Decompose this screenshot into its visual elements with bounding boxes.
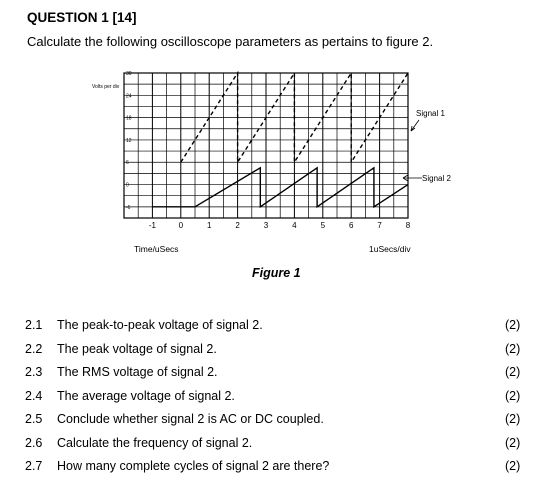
y-tick-label: 18 (126, 115, 132, 122)
question-text: How many complete cycles of signal 2 are there? (57, 459, 330, 473)
signal-1-label: Signal 1 (416, 109, 445, 118)
y-axis-label: Volts per div (92, 84, 120, 90)
x-axis-label: Time/uSecs (134, 244, 179, 254)
x-tick-label: -1 (148, 221, 156, 230)
y-tick-label: 0 (126, 182, 129, 189)
question-number: 2.2 (25, 341, 43, 356)
question-marks: (2) (505, 435, 521, 450)
question-text: The peak voltage of signal 2. (57, 341, 217, 356)
y-tick-label: 12 (126, 137, 132, 144)
y-tick-label: 24 (126, 93, 132, 100)
signal-2-label: Signal 2 (422, 174, 451, 183)
question-text: Conclude whether signal 2 is AC or DC coupled. (57, 412, 324, 426)
question-item (0, 318, 548, 342)
x-tick-label: 4 (292, 221, 297, 230)
question-marks: (2) (505, 459, 521, 473)
signal-1-pointer (411, 120, 419, 131)
question-number: 2.4 (25, 388, 43, 403)
x-tick-label: 0 (178, 221, 184, 230)
x-tick-label: 6 (348, 221, 354, 230)
question-number: 2.5 (25, 412, 43, 426)
question-text: Calculate the frequency of signal 2. (57, 435, 253, 450)
question-item (0, 365, 548, 389)
x-scale-note: 1uSecs/div (369, 244, 411, 254)
scope-grid (124, 73, 408, 218)
question-item (0, 436, 548, 460)
question-marks: (2) (505, 318, 521, 332)
x-tick-label: 1 (206, 221, 212, 230)
y-tick-labels (126, 71, 132, 211)
x-tick-label: 2 (235, 221, 240, 230)
signal-annotations (403, 109, 451, 183)
question-text: The average voltage of signal 2. (57, 388, 235, 403)
question-number: 2.6 (25, 435, 43, 450)
question-text: The peak-to-peak voltage of signal 2. (57, 318, 263, 332)
question-heading: QUESTION 1 [14] (27, 10, 137, 25)
question-item (0, 459, 548, 483)
question-instruction: Calculate the following oscilloscope parameters as pertains to figure 2. (27, 34, 434, 49)
x-tick-label: 3 (263, 221, 269, 230)
y-tick-label: 30 (126, 71, 132, 77)
y-tick-label: -6 (126, 204, 131, 211)
question-number: 2.1 (25, 318, 43, 332)
x-tick-label: 5 (320, 221, 326, 230)
question-marks: (2) (505, 412, 521, 426)
question-text: The RMS voltage of signal 2. (57, 365, 218, 379)
x-tick-label: 8 (405, 221, 411, 230)
question-item (0, 342, 548, 366)
x-tick-label: 7 (377, 221, 382, 230)
y-tick-label: 6 (126, 160, 129, 167)
figure-caption: Figure 1 (252, 266, 301, 280)
question-item (0, 412, 548, 436)
x-tick-labels (149, 221, 411, 230)
question-number: 2.3 (25, 365, 43, 379)
question-marks: (2) (505, 341, 521, 356)
question-marks: (2) (505, 365, 521, 379)
question-marks: (2) (505, 388, 521, 403)
question-number: 2.7 (25, 459, 43, 473)
question-item (0, 389, 548, 413)
